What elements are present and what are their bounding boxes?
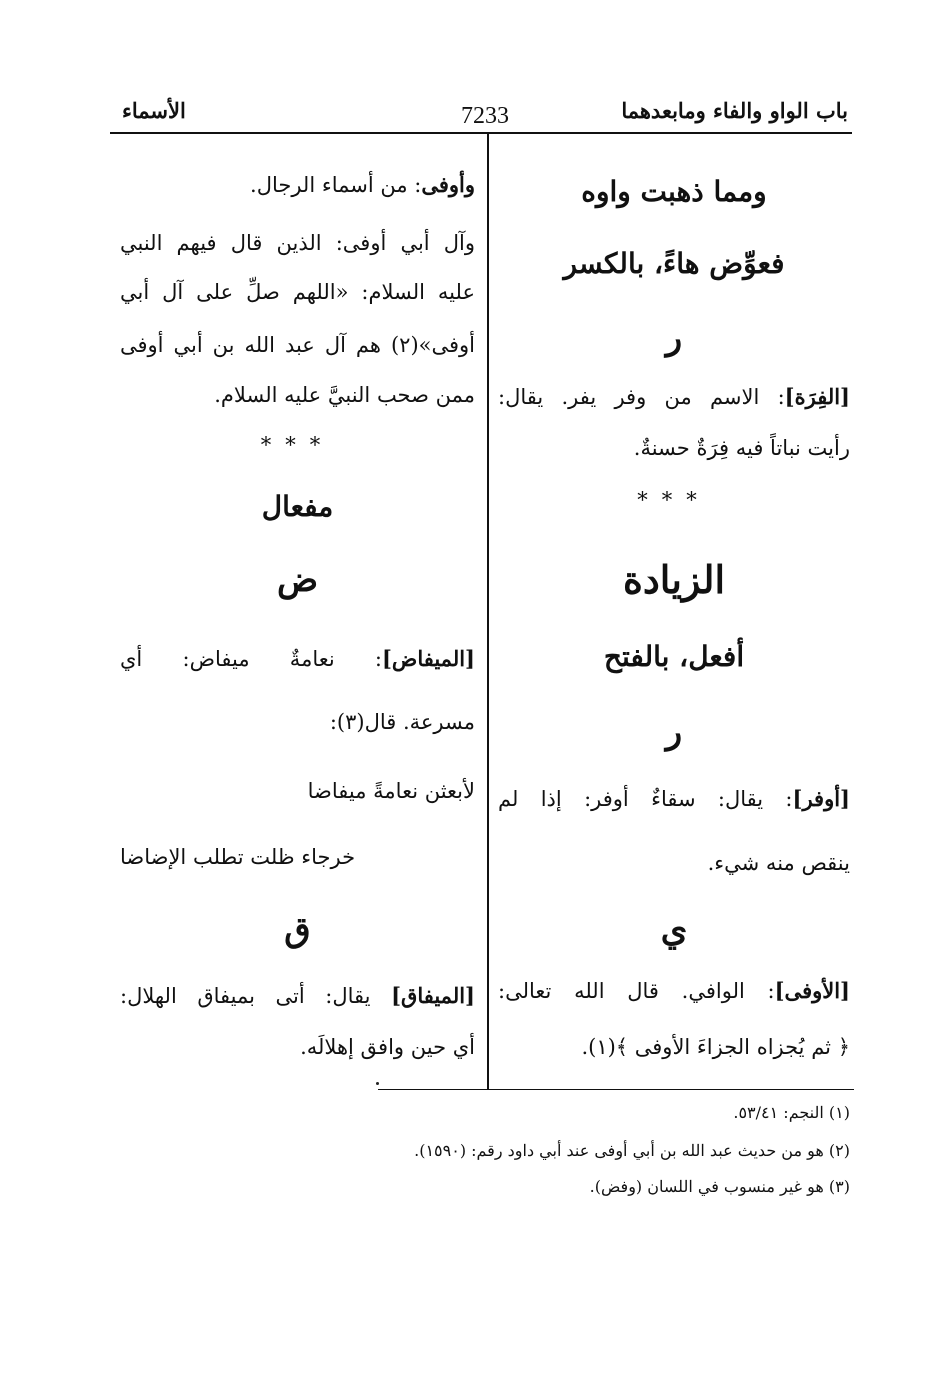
right-separator-stars: *** [637, 488, 711, 512]
left-entry-1-line-2: مسرعة. قال(٣): [329, 710, 475, 734]
right-entry-1-line-1 [498, 382, 850, 412]
left-line-1 [120, 170, 475, 200]
left-line-5: ممن صحب النبيَّ عليه السلام. [214, 383, 475, 407]
left-line-4: أوفى»(٢) هم آل عبد الله بن أبي أوفى [120, 333, 475, 357]
footnote-3: (٣) هو غير منسوب في اللسان (وفض). [589, 1177, 850, 1196]
footnote-2: (٢) هو من حديث عبد الله بن أبي أوفى عند أبي داود رقم: (١٥٩٠). [414, 1141, 850, 1160]
right-pattern-heading: أفعل، بالفتح [603, 640, 745, 673]
header-chapter-title: باب الواو والفاء ومابعدهما [621, 98, 848, 123]
left-term-awfa: وأوفى [421, 172, 475, 197]
left-entry-2-term: [الميفاق] [391, 983, 475, 1008]
right-entry-1-term: [الفِرَة] [784, 384, 850, 409]
verse-hemistich-1: لأبعثن نعامةً ميفاضا [307, 779, 475, 803]
left-line-1-definition: : من أسماء الرجال. [250, 173, 422, 197]
left-entry-2-definition: يقال: أتى بميفاق الهلال: [120, 984, 371, 1008]
left-letter-dad: ض [276, 560, 319, 600]
left-entry-1-line-1 [120, 644, 475, 674]
right-entry-2-line-1 [498, 784, 850, 814]
right-heading-1: ومما ذهبت واوه [581, 175, 767, 208]
left-letter-qaf: ق [284, 910, 311, 950]
right-letter-ra-2: ر [665, 712, 683, 752]
left-entry-2-line-2: أي حين وافق إهلالَه. [300, 1035, 475, 1059]
left-entry-2-line-1 [120, 981, 475, 1011]
right-entry-3-term: [الأوفى] [774, 978, 850, 1003]
left-pattern-heading: مفعال [261, 490, 334, 523]
left-separator-stars: *** [260, 433, 335, 457]
right-entry-3-line-1 [498, 976, 850, 1006]
right-entry-3-definition: : الوافي. قال الله تعالى: [498, 979, 775, 1003]
section-title-ziyada: الزيادة [622, 557, 726, 602]
header-section-title: الأسماء [122, 98, 186, 123]
right-entry-1-line-2: رأيت نباتاً فيه فِرَةٌ حسنةٌ. [633, 436, 850, 460]
column-divider [487, 133, 489, 1090]
footnote-rule [378, 1089, 854, 1090]
header-rule [110, 132, 852, 134]
right-entry-3-quran-verse: ﴿ ثم يُجزاه الجزاءَ الأوفى ﴾(١). [581, 1035, 850, 1059]
footnote-1: (١) النجم: ٥٣/٤١. [733, 1103, 850, 1122]
right-entry-2-definition: : يقال: سقاءٌ أوفر: إذا لم [498, 787, 793, 811]
right-letter-ya: ي [660, 910, 688, 950]
stray-dot [376, 1082, 379, 1085]
right-entry-2-line-2: ينقص منه شيء. [707, 851, 850, 875]
left-line-2: وآل أبي أوفى: الذين قال فيهم النبي [120, 231, 475, 255]
right-heading-2: فعوِّض هاءً، بالكسر [563, 247, 785, 280]
left-entry-1-definition: : نعامةٌ ميفاض: أي [120, 647, 382, 671]
right-entry-2-term: [أوفر] [792, 786, 850, 811]
verse-hemistich-2: خرجاء ظلت تطلب الإضاضا [120, 845, 356, 869]
page-number: 7233 [461, 103, 509, 129]
left-entry-1-term: [الميفاض] [382, 646, 475, 671]
right-letter-ra: ر [665, 318, 683, 358]
left-line-3: عليه السلام: «اللهم صلِّ على آل أبي [120, 280, 475, 304]
right-entry-1-definition: : الاسم من وفر يفر. يقال: [498, 385, 785, 409]
